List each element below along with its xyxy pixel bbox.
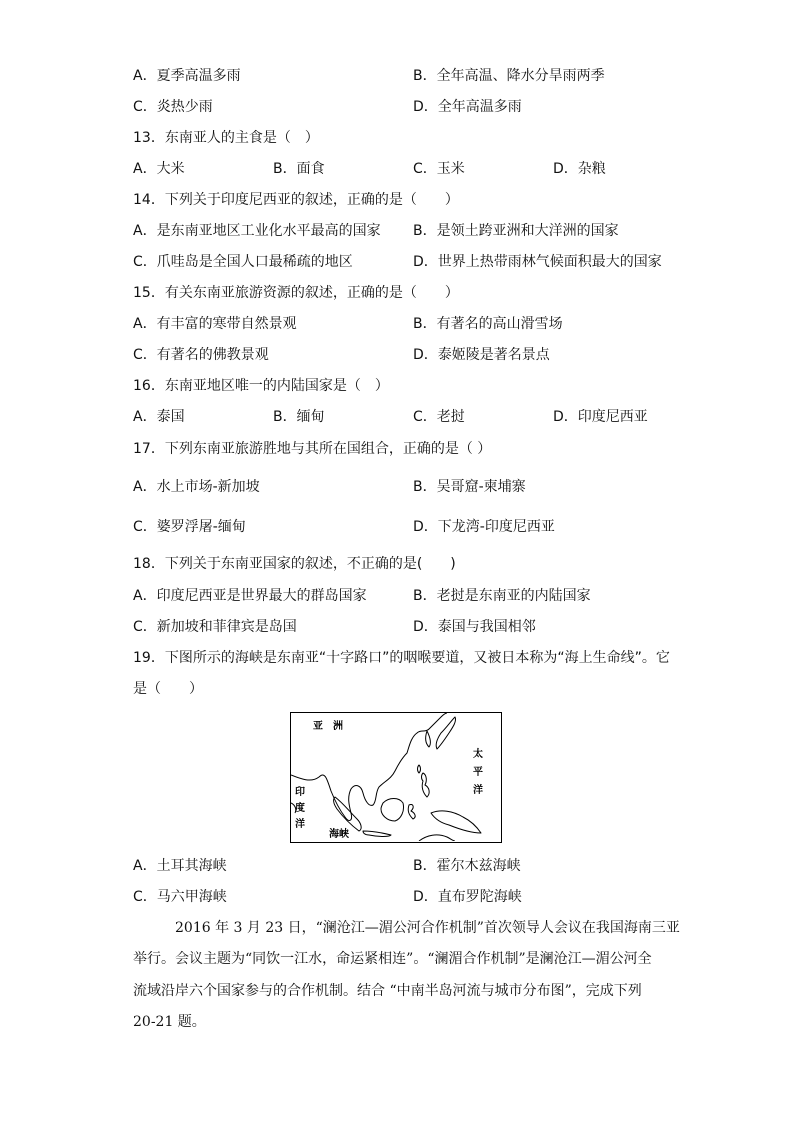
question-15-stem: 15．有关东南亚旅游资源的叙述，正确的是（ ） bbox=[133, 285, 459, 301]
java-outline bbox=[363, 831, 391, 837]
strait-label: 海峡 bbox=[329, 829, 349, 840]
option-a: A．印度尼西亚是世界最大的群岛国家 bbox=[133, 588, 367, 604]
option-c: C．婆罗浮屠-缅甸 bbox=[133, 519, 246, 535]
japan-outline bbox=[436, 717, 455, 749]
option-b: B．老挝是东南亚的内陆国家 bbox=[413, 588, 591, 604]
option-a: A．夏季高温多雨 bbox=[133, 68, 241, 84]
asia-label: 亚 洲 bbox=[313, 721, 343, 732]
option-d: D．全年高温多雨 bbox=[413, 99, 522, 115]
passage-line-3: 流域沿岸六个国家参与的合作机制。结合 “中南半岛河流与城市分布图”，完成下列 bbox=[133, 983, 642, 999]
southeast-asia-map bbox=[290, 712, 502, 843]
option-a: A．大米 bbox=[133, 161, 185, 177]
question-17-stem: 17．下列东南亚旅游胜地与其所在国组合，正确的是（ ） bbox=[133, 441, 492, 457]
option-c: C．有著名的佛教景观 bbox=[133, 347, 269, 363]
option-d: D．杂粮 bbox=[553, 161, 606, 177]
option-c: C．炎热少雨 bbox=[133, 99, 213, 115]
option-c: C．玉米 bbox=[413, 161, 465, 177]
option-b: B．是领土跨亚洲和大洋洲的国家 bbox=[413, 223, 619, 239]
option-c: C．老挝 bbox=[413, 409, 465, 425]
borneo-outline bbox=[381, 799, 404, 822]
question-19-stem: 19．下图所示的海峡是东南亚“十字路口”的咽喉要道，又被日本称为“海上生命线”。它 bbox=[133, 650, 670, 666]
option-d: D．世界上热带雨林气候面积最大的国家 bbox=[413, 254, 662, 270]
passage-line-2: 举行。会议主题为“同饮一江水，命运紧相连”。“澜湄合作机制”是澜沧江—湄公河全 bbox=[133, 951, 652, 967]
indian-ocean-label-2: 度 bbox=[295, 803, 305, 814]
question-14-stem: 14．下列关于印度尼西亚的叙述，正确的是（ ） bbox=[133, 192, 459, 208]
option-b: B．吴哥窟-柬埔寨 bbox=[413, 479, 526, 495]
option-b: B．有著名的高山滑雪场 bbox=[413, 316, 563, 332]
option-a: A．有丰富的寒带自然景观 bbox=[133, 316, 297, 332]
pacific-label-3: 洋 bbox=[473, 785, 483, 796]
option-c: C．爪哇岛是全国人口最稀疏的地区 bbox=[133, 254, 353, 270]
indian-ocean-label-1: 印 bbox=[295, 787, 305, 798]
korea-outline bbox=[426, 731, 431, 747]
new-guinea-outline bbox=[431, 811, 481, 833]
option-d: D．印度尼西亚 bbox=[553, 409, 648, 425]
indian-ocean-label-3: 洋 bbox=[295, 819, 305, 830]
option-a: A．土耳其海峡 bbox=[133, 858, 227, 874]
australia-coastline bbox=[419, 835, 455, 841]
passage-line-4: 20-21 题。 bbox=[133, 1014, 206, 1030]
sulawesi-outline bbox=[408, 804, 415, 819]
question-16-stem: 16．东南亚地区唯一的内陆国家是（ ） bbox=[133, 378, 389, 394]
philippines-outline bbox=[422, 773, 430, 797]
map-drawing bbox=[291, 713, 500, 841]
option-d: D．直布罗陀海峡 bbox=[413, 889, 522, 905]
option-b: B．缅甸 bbox=[273, 409, 325, 425]
question-13-stem: 13．东南亚人的主食是（ ） bbox=[133, 130, 319, 146]
pacific-label-2: 平 bbox=[473, 767, 483, 778]
option-d: D．泰国与我国相邻 bbox=[413, 619, 536, 635]
option-d: D．下龙湾-印度尼西亚 bbox=[413, 519, 555, 535]
option-d: D．泰姬陵是著名景点 bbox=[413, 347, 550, 363]
question-18-stem: 18．下列关于东南亚国家的叙述，不正确的是( ) bbox=[133, 556, 456, 572]
option-a: A．泰国 bbox=[133, 409, 185, 425]
option-c: C．马六甲海峡 bbox=[133, 889, 227, 905]
option-b: B．全年高温、降水分旱雨两季 bbox=[413, 68, 605, 84]
option-b: B．霍尔木兹海峡 bbox=[413, 858, 521, 874]
option-a: A．是东南亚地区工业化水平最高的国家 bbox=[133, 223, 381, 239]
passage-line-1: 2016 年 3 月 23 日，“澜沧江—湄公河合作机制”首次领导人会议在我国海南三亚 bbox=[175, 920, 680, 936]
option-c: C．新加坡和菲律宾是岛国 bbox=[133, 619, 297, 635]
option-a: A．水上市场-新加坡 bbox=[133, 479, 260, 495]
pacific-label-1: 太 bbox=[473, 749, 483, 760]
sumatra-outline bbox=[334, 797, 361, 831]
question-19-stem-continued: 是（ ） bbox=[133, 681, 203, 697]
taiwan-outline bbox=[418, 765, 421, 773]
option-b: B．面食 bbox=[273, 161, 325, 177]
